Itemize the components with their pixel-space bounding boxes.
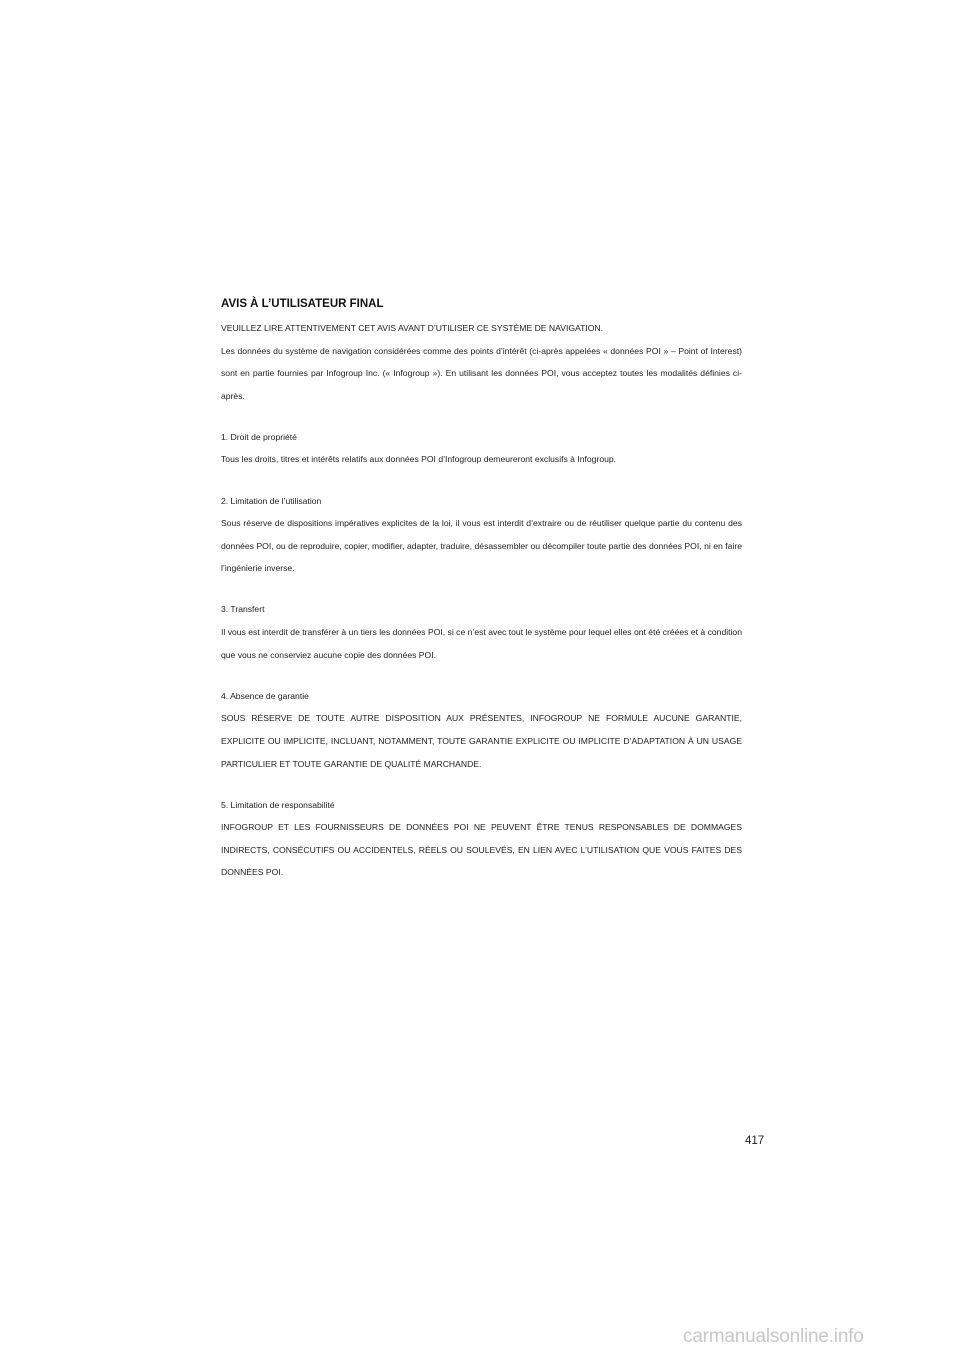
section-body: INFOGROUP ET LES FOURNISSEURS DE DONNÉES POI NE PEUVENT ÊTRE TENUS RESPONSABLES DE DOMMAGES INDIRECTS, CONSÉCUTIFS OU ACCIDENTELS, RÉELS OU SOULEVÉS, EN LIEN AVEC L’UTILISATION QUE VOUS FAITES DES DONNÉES POI.: [221, 822, 742, 878]
section-heading: 5. Limitation de responsabilité: [221, 799, 335, 810]
section-body: Sous réserve de dispositions impératives explicites de la loi, il vous est interdit d’extraire ou de réutiliser quelque partie du contenu des données POI, ou de reproduire, copier, modifier, adapter, traduire, désassembler ou décompiler toute partie des données POI, ni en faire l’ingénierie inverse.: [221, 518, 742, 574]
section-body: Tous les droits, titres et intérêts relatifs aux données POI d’Infogroup demeureront exclusifs à Infogroup.: [221, 454, 617, 465]
section-liability-limitation: [221, 794, 742, 884]
document-title: AVIS À L’UTILISATEUR FINAL: [221, 298, 384, 310]
document-body: [221, 295, 742, 884]
intro-warning: VEUILLEZ LIRE ATTENTIVEMENT CET AVIS AVANT D’UTILISER CE SYSTÈME DE NAVIGATION.: [221, 323, 604, 333]
section-body: SOUS RÉSERVE DE TOUTE AUTRE DISPOSITION AUX PRÉSENTES, INFOGROUP NE FORMULE AUCUNE GARANTIE, EXPLICITE OU IMPLICITE, INCLUANT, NOTAMMENT, TOUTE GARANTIE EXPLICITE OU IMPLICITE D’ADAPTATION À UN USAGE PARTICULIER ET TOUTE GARANTIE DE QUALITÉ MARCHANDE.: [221, 713, 742, 769]
section-transfer: [221, 598, 742, 666]
page-number: 417: [745, 1135, 765, 1147]
section-heading: 2. Limitation de l’utilisation: [221, 495, 322, 506]
section-no-warranty: [221, 685, 742, 775]
section-usage-limitation: [221, 490, 742, 580]
section-ownership: [221, 426, 742, 471]
intro-paragraph: Les données du système de navigation considérées comme des points d’intérêt (ci-après appelées « données POI » – Point of Interest) sont en partie fournies par Infogroup Inc. (« Infogroup »). En utilisant les données POI, vous acceptez toutes les modalités définies ci-après.: [221, 345, 742, 401]
section-heading: 1. Droit de propriété: [221, 431, 297, 442]
watermark: carmanualsonline.info: [683, 1326, 864, 1347]
section-heading: 4. Absence de garantie: [221, 690, 309, 701]
section-heading: 3. Transfert: [221, 604, 265, 615]
section-body: Il vous est interdit de transférer à un tiers les données POI, si ce n’est avec tout le système pour lequel elles ont été créées et à condition que vous ne conserviez aucune copie des données POI.: [221, 627, 742, 660]
